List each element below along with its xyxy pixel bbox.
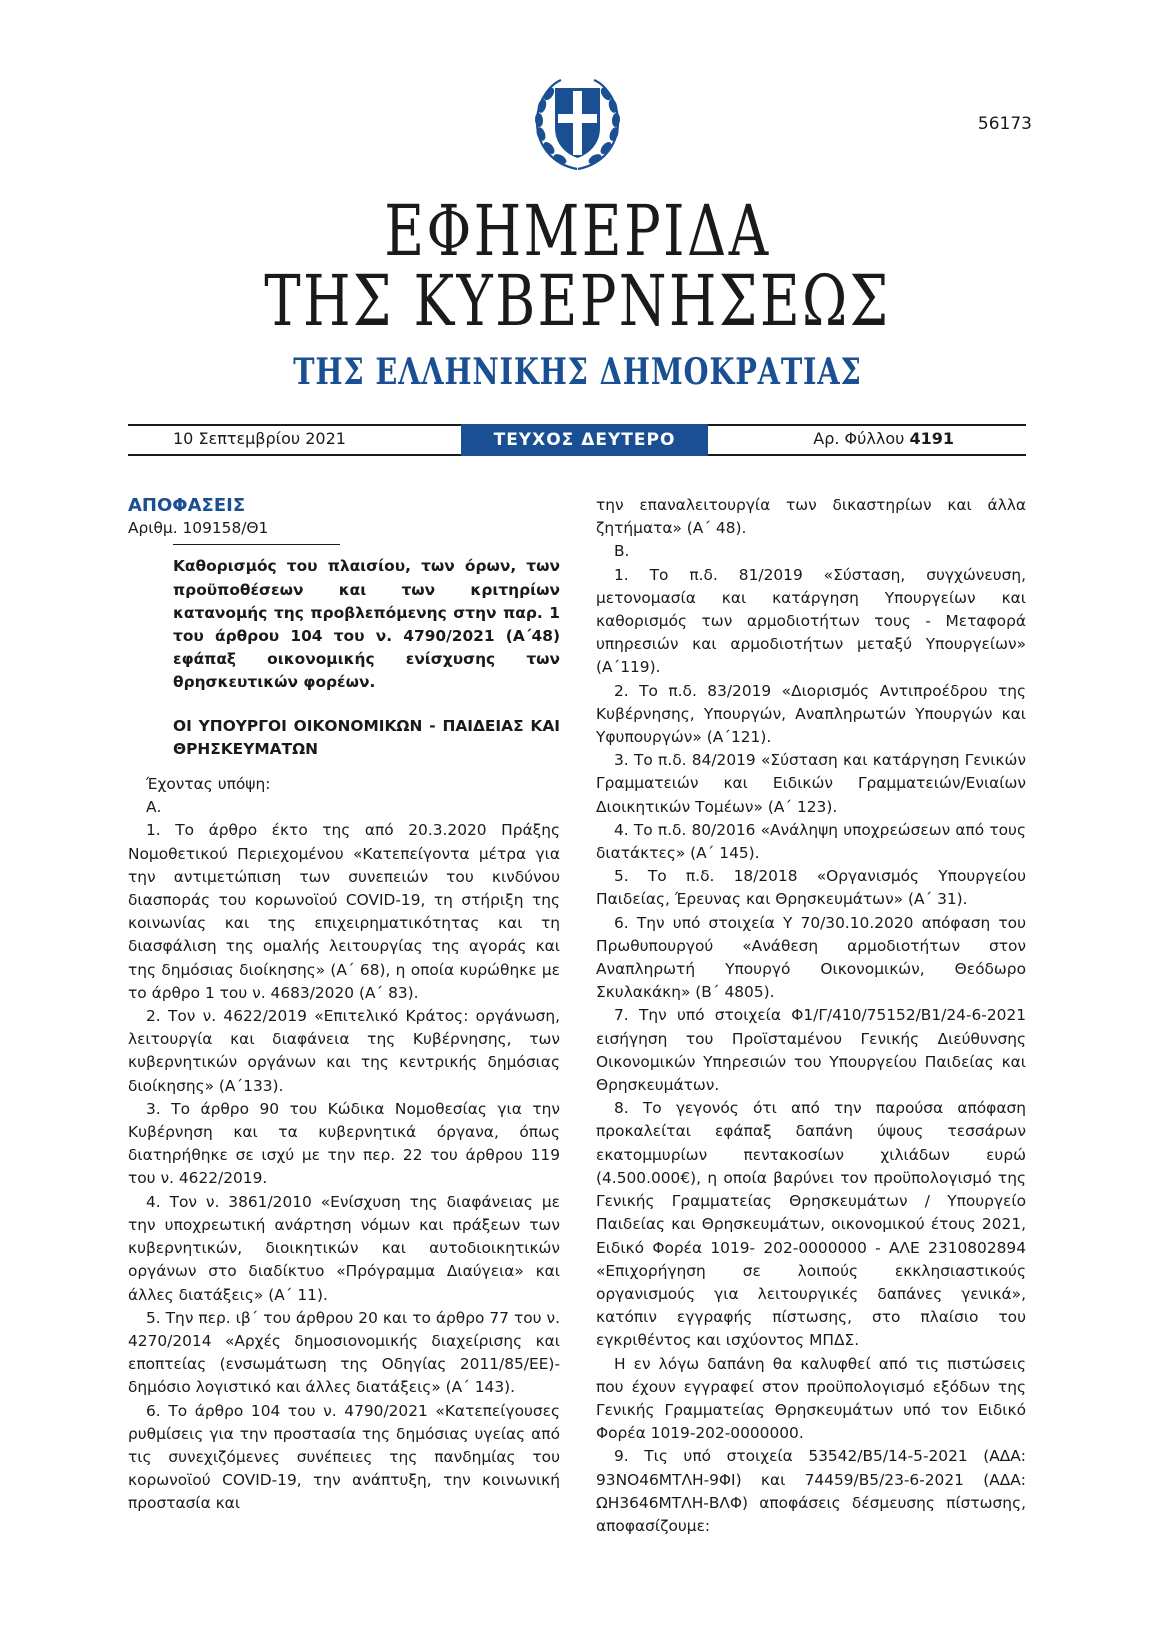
having-in-mind: Έχοντας υπόψη: (146, 775, 271, 794)
paragraph: 4. Τον ν. 3861/2010 «Ενίσχυση της διαφάνειας με την υποχρεωτική ανάρτηση νόμων και πράξεων των κυβερνητικών, διοικητικών και αυτοδιοικητικών οργάνων στο διαδίκτυο «Πρόγραμμα Διαύγεια» και άλλες διατάξεις» (Α΄ 11). (128, 1192, 560, 1304)
greek-coat-of-arms-emblem (531, 74, 624, 175)
paragraph: 9. Τις υπό στοιχεία 53542/Β5/14-5-2021 (ΑΔΑ: 93ΝΟ46ΜΤΛΗ-9ΦΙ) και 74459/Β5/23-6-2021 (ΑΔΑ: ΩΗ3646ΜΤΛΗ-ΒΛΦ) αποφάσεις δέσμευσης πίστωσης, αποφασίζουμε: (596, 1447, 1026, 1535)
decision-number: Αριθμ. 109158/Θ1 (128, 519, 269, 538)
sheet-number: 4191 (909, 429, 954, 448)
sheet-label: Αρ. Φύλλου (813, 429, 910, 448)
left-column (128, 494, 560, 1516)
paragraph: 4. Το π.δ. 80/2016 «Ανάληψη υποχρεώσεων από τους διατάκτες» (Α΄ 145). (596, 820, 1026, 863)
paragraph: 8. Το γεγονός ότι από την παρούσα απόφαση προκαλείται εφάπαξ δαπάνη ύψους τεσσάρων εκατομμυρίων πεντακοσίων χιλιάδων ευρώ (4.500.000€), η οποία βαρύνει τον προϋπολογισμό της Γενικής Γραμματείας Θρησκευμάτων / Υπουργείο Παιδείας και Θρησκευμάτων, οικονομικού έτους 2021, Ειδικό Φορέα 1019- 202-0000000 - ΑΛΕ 2310802894 «Επιχορήγηση σε λοιπούς εκκλησιαστικούς οργανισμούς για λειτουργικές δαπάνες γενικά», κατόπιν εγγραφής πίστωσης, στο πλαίσιο του εγκριθέντος και ισχύοντος ΜΠΔΣ. (596, 1099, 1026, 1350)
continuation-text: την επαναλειτουργία των δικαστηρίων και άλλα ζητήματα» (Α΄ 48). (596, 496, 1026, 538)
paragraph: 2. Το π.δ. 83/2019 «Διορισμός Αντιπροέδρου της Κυβέρνησης, Υπουργών, Αναπληρωτών Υπουργών και Υφυπουργών» (Α΄121). (596, 681, 1026, 747)
issue-date: 10 Σεπτεμβρίου 2021 (173, 429, 346, 448)
paragraph: 5. Την περ. ιβ΄ του άρθρου 20 και το άρθρο 77 του ν. 4270/2014 «Αρχές δημοσιονομικής διαχείρισης και εποπτείας (ενσωμάτωση της Οδηγίας 2011/85/ΕΕ)-δημόσιο λογιστικό και άλλες διατάξεις» (Α΄ 143). (128, 1308, 560, 1397)
paragraph: 2. Τον ν. 4622/2019 «Επιτελικό Κράτος: οργάνωση, λειτουργία και διαφάνεια της Κυβέρνησης, των κυβερνητικών οργάνων και της κεντρικής δημόσιας διοίκησης» (Α΄133). (128, 1007, 560, 1095)
paragraph: 1. Το άρθρο έκτο της από 20.3.2020 Πράξης Νομοθετικού Περιεχομένου «Κατεπείγοντα μέτρα για την αντιμετώπιση των συνεπειών του κινδύνου διασποράς του κορωνοϊού COVID-19, τη στήριξη της κοινωνίας και της επιχειρηματικότητας και τη διασφάλιση της ομαλής λειτουργίας της αγοράς και της δημόσιας διοίκησης» (Α΄ 68), η οποία κυρώθηκε με το άρθρο 1 του ν. 4683/2020 (Α΄ 83). (128, 821, 560, 1002)
paragraph: 3. Το άρθρο 90 του Κώδικα Νομοθεσίας για την Κυβέρνηση και τα κυβερνητικά όργανα, όπως διατηρήθηκε σε ισχύ με την περ. 22 του άρθρου 119 του ν. 4622/2019. (128, 1099, 560, 1188)
part-b-label: Β. (614, 542, 630, 561)
part-a-label: Α. (146, 798, 162, 817)
paragraph: Η εν λόγω δαπάνη θα καλυφθεί από τις πιστώσεις που έχουν εγγραφεί στον προϋπολογισμό εξόδων της Γενικής Γραμματείας Θρησκευμάτων υπό τον Ειδικό Φορέα 1019-202-0000000. (596, 1354, 1026, 1443)
section-heading: ΑΠΟΦΑΣΕΙΣ (128, 495, 246, 516)
paragraph: 7. Την υπό στοιχεία Φ1/Γ/410/75152/Β1/24-6-2021 εισήγηση του Προϊσταμένου Γενικής Διεύθυνσης Οικονομικών Υπηρεσιών του Υπουργείου Παιδείας και Θρησκευμάτων. (596, 1006, 1026, 1095)
sheet-number-label (813, 429, 954, 448)
decision-title: Καθορισμός του πλαισίου, των όρων, των προϋποθέσεων και των κριτηρίων κατανομής της προβλεπόμενης στην παρ. 1 του άρθρου 104 του ν. 4790/2021 (Α΄48) εφάπαξ οικονομικής ενίσχυσης των θρησκευτικών φορέων. (173, 557, 560, 692)
divider (173, 544, 340, 545)
paragraph: 3. Το π.δ. 84/2019 «Σύσταση και κατάργηση Γενικών Γραμματειών και Ειδικών Γραμματειών/Ενιαίων Διοικητικών Τομέων» (Α΄ 123). (596, 751, 1026, 816)
paragraph: 6. Την υπό στοιχεία Υ 70/30.10.2020 απόφαση του Πρωθυπουργού «Ανάθεση αρμοδιοτήτων στον Αναπληρωτή Υπουργό Οικονομικών, Θεόδωρο Σκυλακάκη» (Β΄ 4805). (596, 913, 1026, 1002)
right-column (596, 494, 1026, 1538)
gazette-title-line2: ΤΗΣ ΚΥΒΕΡΝΗΣΕΩΣ (264, 260, 891, 342)
paragraph: 5. Το π.δ. 18/2018 «Οργανισμός Υπουργείου Παιδείας, Έρευνας και Θρησκευμάτων» (Α΄ 31). (596, 867, 1026, 909)
issue-band (128, 424, 1026, 456)
paragraph: 6. Το άρθρο 104 του ν. 4790/2021 «Κατεπείγουσες ρυθμίσεις για την προστασία της δημόσιας υγείας από τις συνεχιζόμενες συνέπειες της πανδημίας του κορωνοϊού COVID-19, την ανάπτυξη, την κοινωνική προστασία και (128, 1401, 560, 1513)
ministers-heading: ΟΙ ΥΠΟΥΡΓΟΙ ΟΙΚΟΝΟΜΙΚΩΝ - ΠΑΙΔΕΙΑΣ ΚΑΙ ΘΡΗΣΚΕΥΜΑΤΩΝ (173, 716, 560, 758)
issue-volume: ΤΕΥΧΟΣ ΔΕΥΤΕΡΟ (461, 424, 708, 456)
paragraph: 1. Το π.δ. 81/2019 «Σύσταση, συγχώνευση, μετονομασία και κατάργηση Υπουργείων και καθορισμός των αρμοδιοτήτων τους - Μεταφορά υπηρεσιών και αρμοδιοτήτων μεταξύ Υπουργείων» (Α΄119). (596, 565, 1026, 677)
gazette-subtitle: ΤΗΣ ΕΛΛΗΝΙΚΗΣ ΔΗΜΟΚΡΑΤΙΑΣ (293, 351, 862, 393)
gazette-title-line1: ΕΦΗΜΕΡΙΔΑ (384, 190, 771, 272)
page-number: 56173 (977, 114, 1032, 134)
